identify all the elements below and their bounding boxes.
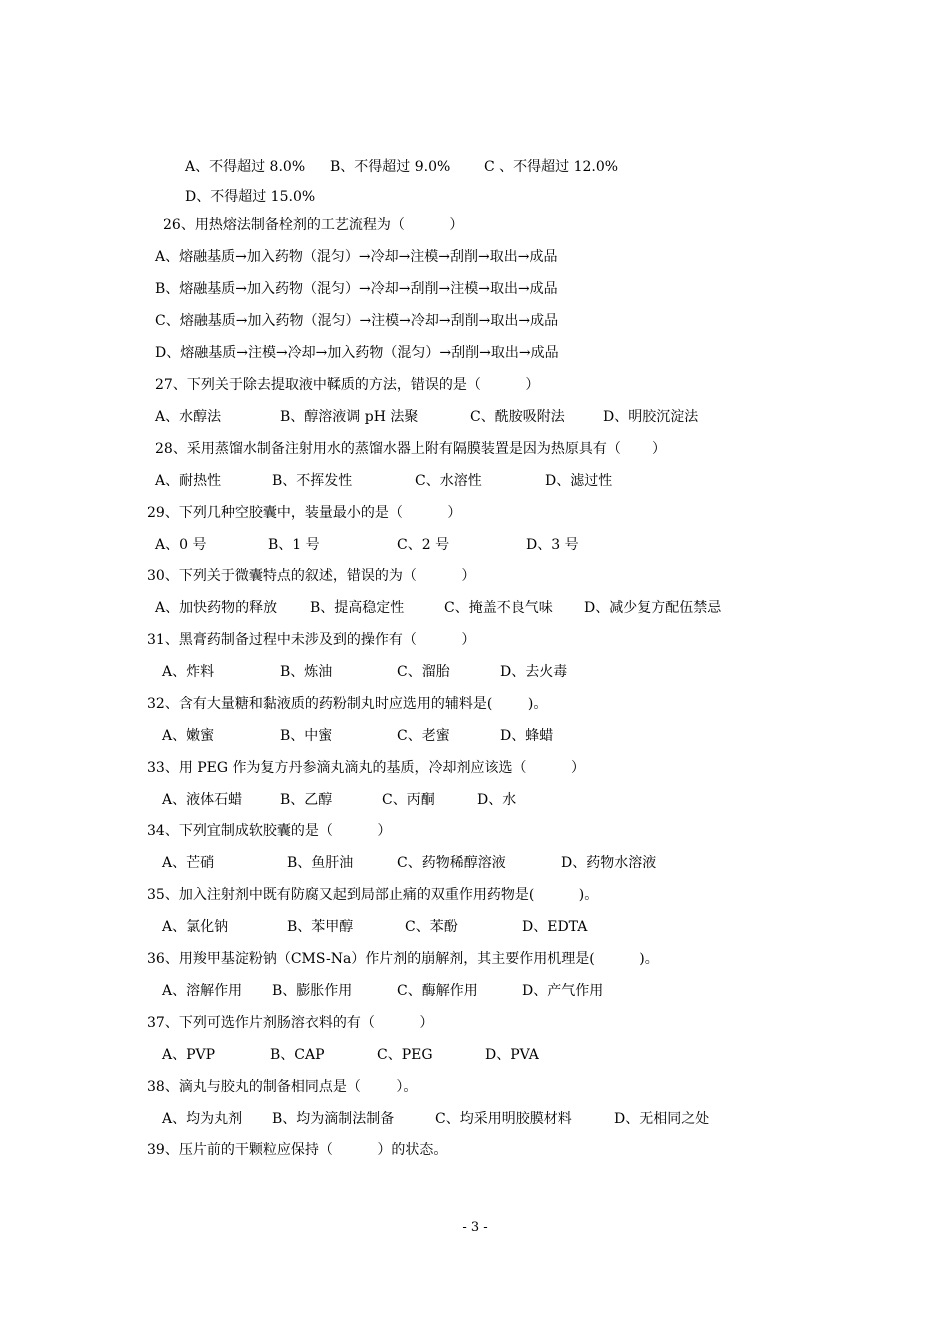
q28-option-c: C、水溶性 — [415, 473, 482, 489]
q27-option-c: C、酰胺吸附法 — [470, 409, 565, 425]
q30-option-c: C、掩盖不良气味 — [444, 600, 553, 616]
q38-option-a: A、均为丸剂 — [162, 1111, 243, 1127]
q34-option-b: B、鱼肝油 — [287, 855, 354, 871]
q35-option-c: C、苯酚 — [405, 919, 458, 935]
q33-option-d: D、水 — [477, 792, 517, 808]
q25-option-d: D、不得超过 15.0% — [185, 189, 316, 205]
q36-option-d: D、产气作用 — [522, 983, 604, 999]
q36-option-a: A、溶解作用 — [162, 983, 243, 999]
q30-option-b: B、提高稳定性 — [310, 600, 405, 616]
q26-option-d: D、熔融基质→注模→冷却→加入药物（混匀）→刮削→取出→成品 — [155, 345, 559, 361]
q31-option-a: A、炸料 — [162, 664, 215, 680]
question-37-stem: 37、下列可选作片剂肠溶衣料的有（ ） — [147, 1015, 434, 1031]
q31-option-d: D、去火毒 — [500, 664, 568, 680]
question-39-stem: 39、压片前的干颗粒应保持（ ）的状态。 — [147, 1142, 448, 1158]
q30-option-a: A、加快药物的释放 — [155, 600, 278, 616]
q35-option-a: A、氯化钠 — [162, 919, 229, 935]
question-38-stem: 38、滴丸与胶丸的制备相同点是（ ）。 — [147, 1079, 418, 1095]
q27-option-a: A、水醇法 — [155, 409, 222, 425]
q28-option-d: D、滤过性 — [545, 473, 613, 489]
q35-option-b: B、苯甲醇 — [287, 919, 354, 935]
q34-option-c: C、药物稀醇溶液 — [397, 855, 506, 871]
question-26-stem: 26、用热熔法制备栓剂的工艺流程为（ ） — [163, 217, 464, 233]
q27-option-d: D、明胶沉淀法 — [603, 409, 699, 425]
q29-option-d: D、3 号 — [526, 537, 579, 553]
q38-option-d: D、无相同之处 — [614, 1111, 710, 1127]
q29-option-a: A、0 号 — [155, 537, 207, 553]
q37-option-d: D、PVA — [485, 1047, 539, 1063]
question-32-stem: 32、含有大量糖和黏液质的药粉制丸时应选用的辅料是( )。 — [147, 696, 548, 712]
question-27-stem: 27、下列关于除去提取液中鞣质的方法，错误的是（ ） — [155, 377, 540, 393]
q26-option-c: C、熔融基质→加入药物（混匀）→注模→冷却→刮削→取出→成品 — [155, 313, 559, 329]
q29-option-b: B、1 号 — [268, 537, 320, 553]
q32-option-b: B、中蜜 — [280, 728, 333, 744]
question-33-stem: 33、用 PEG 作为复方丹参滴丸滴丸的基质，冷却剂应该选（ ） — [147, 760, 586, 776]
q33-option-a: A、液体石蜡 — [162, 792, 243, 808]
q25-option-c: C 、不得超过 12.0% — [484, 159, 619, 175]
q37-option-a: A、PVP — [162, 1047, 216, 1063]
question-29-stem: 29、下列几种空胶囊中，装量最小的是（ ） — [147, 505, 462, 521]
q36-option-c: C、酶解作用 — [397, 983, 478, 999]
q25-option-a: A、不得超过 8.0% — [185, 159, 306, 175]
q32-option-d: D、蜂蜡 — [500, 728, 554, 744]
q33-option-b: B、乙醇 — [280, 792, 333, 808]
question-35-stem: 35、加入注射剂中既有防腐又起到局部止痛的双重作用药物是( )。 — [147, 887, 599, 903]
q30-option-d: D、减少复方配伍禁忌 — [584, 600, 722, 616]
question-31-stem: 31、黑膏药制备过程中未涉及到的操作有（ ） — [147, 632, 476, 648]
q38-option-c: C、均采用明胶膜材料 — [435, 1111, 572, 1127]
q31-option-c: C、溜胎 — [397, 664, 450, 680]
question-36-stem: 36、用羧甲基淀粉钠（CMS-Na）作片剂的崩解剂，其主要作用机理是( )。 — [147, 951, 659, 967]
q34-option-a: A、芒硝 — [162, 855, 215, 871]
q25-option-b: B、不得超过 9.0% — [330, 159, 451, 175]
question-30-stem: 30、下列关于微囊特点的叙述，错误的为（ ） — [147, 568, 476, 584]
q28-option-b: B、不挥发性 — [272, 473, 353, 489]
q27-option-b: B、醇溶液调 pH 法聚 — [280, 409, 419, 425]
question-28-stem: 28、采用蒸馏水制备注射用水的蒸馏水器上附有隔膜装置是因为热原具有（ ） — [155, 441, 666, 457]
q34-option-d: D、药物水溶液 — [561, 855, 657, 871]
q32-option-c: C、老蜜 — [397, 728, 450, 744]
q37-option-b: B、CAP — [270, 1047, 325, 1063]
page-number: - 3 - — [462, 1220, 488, 1235]
q33-option-c: C、丙酮 — [382, 792, 435, 808]
q36-option-b: B、膨胀作用 — [272, 983, 353, 999]
q28-option-a: A、耐热性 — [155, 473, 222, 489]
q26-option-b: B、熔融基质→加入药物（混匀）→冷却→刮削→注模→取出→成品 — [155, 281, 558, 297]
q26-option-a: A、熔融基质→加入药物（混匀）→冷却→注模→刮削→取出→成品 — [155, 249, 558, 265]
q37-option-c: C、PEG — [377, 1047, 433, 1063]
q29-option-c: C、2 号 — [397, 537, 450, 553]
q32-option-a: A、嫩蜜 — [162, 728, 215, 744]
q35-option-d: D、EDTA — [522, 919, 588, 935]
q38-option-b: B、均为滴制法制备 — [272, 1111, 395, 1127]
question-34-stem: 34、下列宜制成软胶囊的是（ ） — [147, 823, 392, 839]
q31-option-b: B、炼油 — [280, 664, 333, 680]
